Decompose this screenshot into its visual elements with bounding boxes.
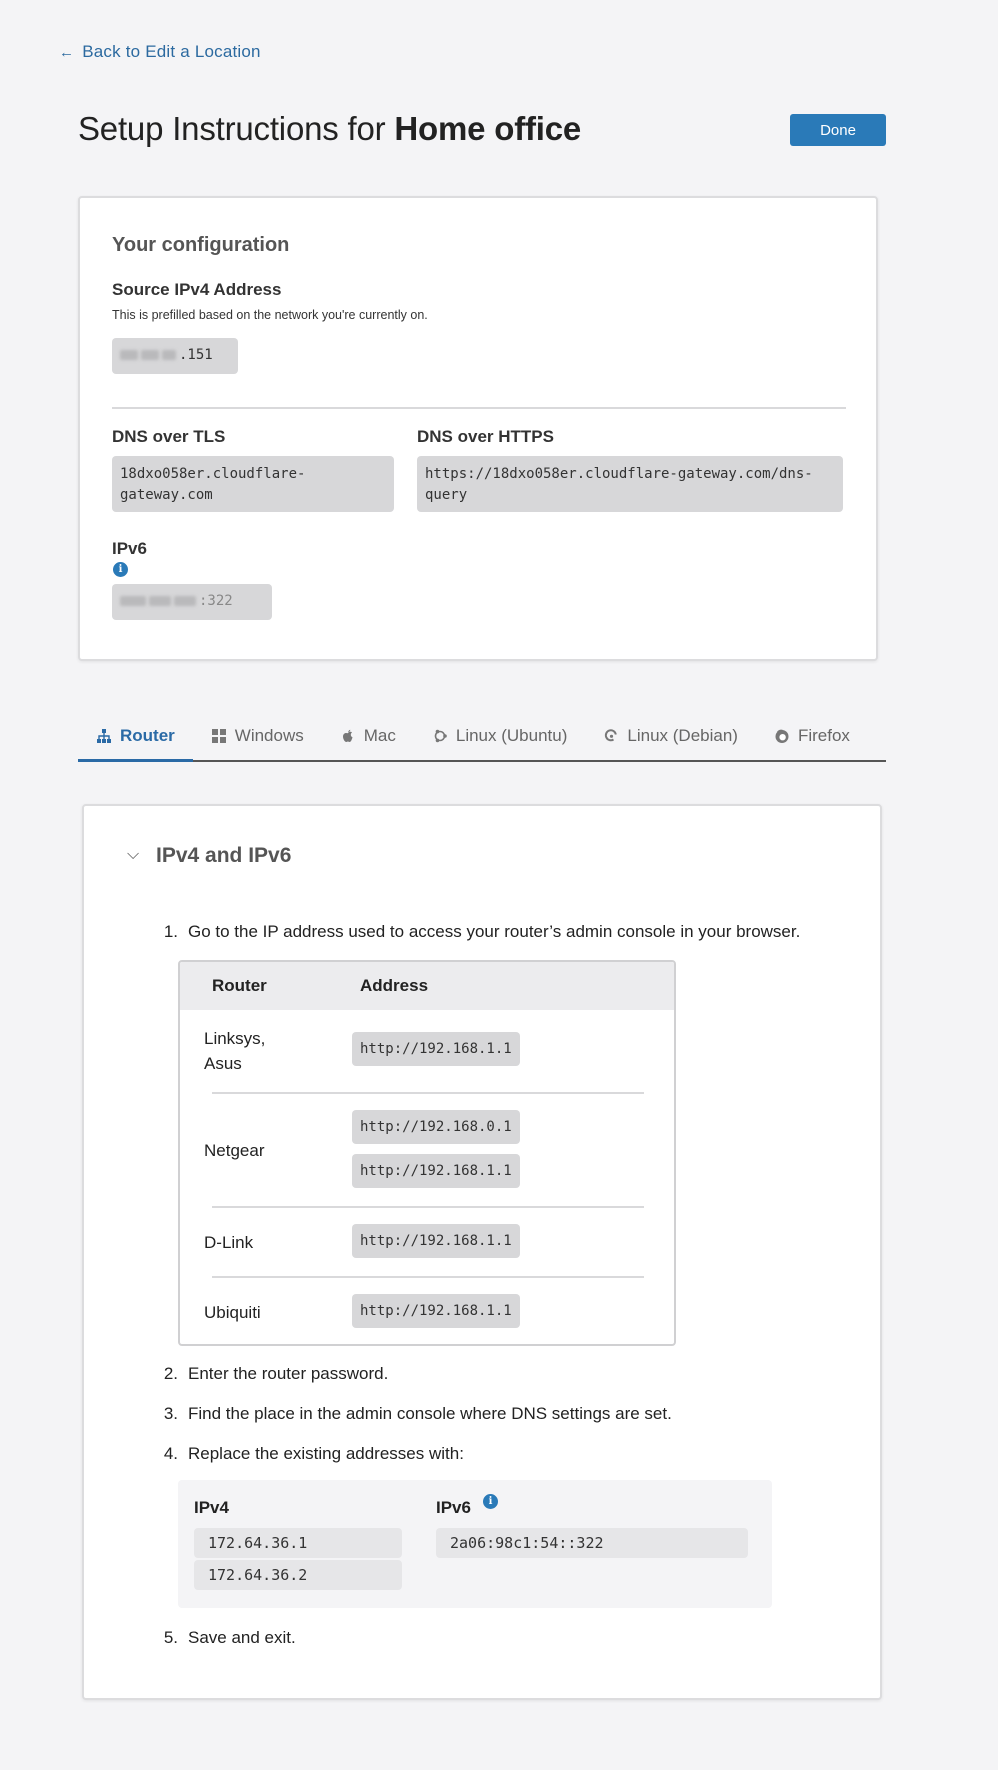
configuration-card	[78, 196, 878, 661]
router-name: Ubiquiti	[204, 1303, 261, 1322]
tab-linux-debian[interactable]	[585, 712, 756, 760]
redacted-mask	[120, 596, 146, 606]
ipv6-suffix: :322	[199, 593, 233, 609]
step-text: Replace the existing addresses with:	[188, 1444, 464, 1463]
source-ipv4-suffix: .151	[179, 347, 213, 363]
tab-label: Linux (Ubuntu)	[455, 726, 568, 745]
tab-mac[interactable]	[322, 712, 414, 760]
redacted-mask	[174, 596, 196, 606]
divider	[112, 407, 846, 409]
address-column-header: Address	[360, 976, 429, 995]
ipv4-address[interactable]: 172.64.36.1	[194, 1528, 402, 1558]
router-icon	[96, 728, 112, 744]
location-name: Home office	[394, 110, 582, 147]
step-number: 2.	[163, 1364, 178, 1383]
table-row	[180, 1278, 674, 1346]
table-row	[180, 1208, 674, 1278]
configuration-heading: Your configuration	[112, 234, 290, 256]
ipv6-value[interactable]	[112, 584, 272, 620]
tab-label: Firefox	[797, 726, 850, 745]
router-address[interactable]: http://192.168.1.1	[352, 1294, 520, 1328]
redacted-mask	[162, 350, 176, 360]
table-row	[180, 1010, 674, 1094]
ipv6-label: IPv6	[112, 539, 147, 558]
tab-firefox[interactable]	[756, 712, 868, 760]
os-tabs	[78, 712, 886, 762]
table-header	[180, 962, 674, 1010]
step-number: 3.	[163, 1404, 178, 1423]
router-address[interactable]: http://192.168.1.1	[352, 1224, 520, 1258]
tab-windows[interactable]	[193, 712, 322, 760]
table-row	[180, 1094, 674, 1208]
firefox-icon	[774, 728, 790, 744]
tab-label: Mac	[363, 726, 396, 745]
router-column-header: Router	[212, 976, 267, 995]
tab-router[interactable]	[78, 712, 193, 762]
debian-icon	[603, 728, 619, 744]
instructions-title[interactable]: IPv4 and IPv6	[156, 844, 292, 867]
page-title-prefix: Setup Instructions for	[78, 110, 386, 147]
redacted-mask	[149, 596, 171, 606]
ipv4-label: IPv4	[194, 1498, 229, 1517]
step-text: Find the place in the admin console where DNS settings are set.	[188, 1404, 672, 1423]
page-title	[78, 110, 581, 148]
tab-linux-ubuntu[interactable]	[414, 712, 586, 760]
redacted-mask	[120, 350, 138, 360]
tab-label: Linux (Debian)	[627, 726, 738, 745]
step-text: Save and exit.	[188, 1628, 296, 1647]
ipv6-label: IPv6	[436, 1498, 471, 1517]
dns-server-addresses	[178, 1480, 772, 1608]
redacted-mask	[141, 350, 159, 360]
windows-icon	[211, 728, 227, 744]
router-address-table	[178, 960, 676, 1346]
doh-label: DNS over HTTPS	[417, 427, 554, 446]
info-icon[interactable]: i	[483, 1494, 498, 1509]
tab-label: Router	[120, 725, 175, 745]
step-4	[154, 1444, 464, 1464]
ipv4-address[interactable]: 172.64.36.2	[194, 1560, 402, 1590]
step-5	[154, 1628, 296, 1648]
source-ipv4-value[interactable]	[112, 338, 238, 374]
router-name: D-Link	[204, 1233, 254, 1252]
arrow-left-icon: ←	[59, 43, 75, 61]
step-number: 5.	[163, 1628, 178, 1647]
source-ipv4-label: Source IPv4 Address	[112, 280, 282, 299]
router-name: Linksys, Asus	[204, 1029, 266, 1073]
back-link-label: Back to Edit a Location	[82, 42, 261, 61]
step-text: Enter the router password.	[188, 1364, 389, 1383]
ubuntu-icon	[432, 728, 448, 744]
router-address[interactable]: http://192.168.0.1	[352, 1110, 520, 1144]
router-address[interactable]: http://192.168.1.1	[352, 1032, 520, 1066]
dot-label: DNS over TLS	[112, 427, 226, 446]
step-number: 4.	[163, 1444, 178, 1463]
done-button[interactable]: Done	[790, 114, 886, 146]
chevron-down-icon[interactable]: ⌵	[127, 846, 140, 863]
step-1	[154, 922, 800, 942]
dot-value[interactable]: 18dxo058er.cloudflare-gateway.com	[112, 456, 394, 512]
step-number: 1.	[163, 922, 178, 941]
router-name: Netgear	[204, 1141, 265, 1160]
source-ipv4-help: This is prefilled based on the network you're currently on.	[112, 308, 428, 322]
info-icon[interactable]: i	[113, 562, 128, 577]
back-link[interactable]	[59, 42, 261, 62]
ipv6-address[interactable]: 2a06:98c1:54::322	[436, 1528, 748, 1558]
apple-icon	[340, 728, 356, 744]
doh-value[interactable]: https://18dxo058er.cloudflare-gateway.com/dns-query	[417, 456, 843, 512]
step-2	[154, 1364, 388, 1384]
router-address[interactable]: http://192.168.1.1	[352, 1154, 520, 1188]
tab-label: Windows	[234, 726, 304, 745]
step-text: Go to the IP address used to access your router’s admin console in your browser.	[188, 922, 801, 941]
instructions-card	[82, 804, 882, 1700]
step-3	[154, 1404, 672, 1424]
